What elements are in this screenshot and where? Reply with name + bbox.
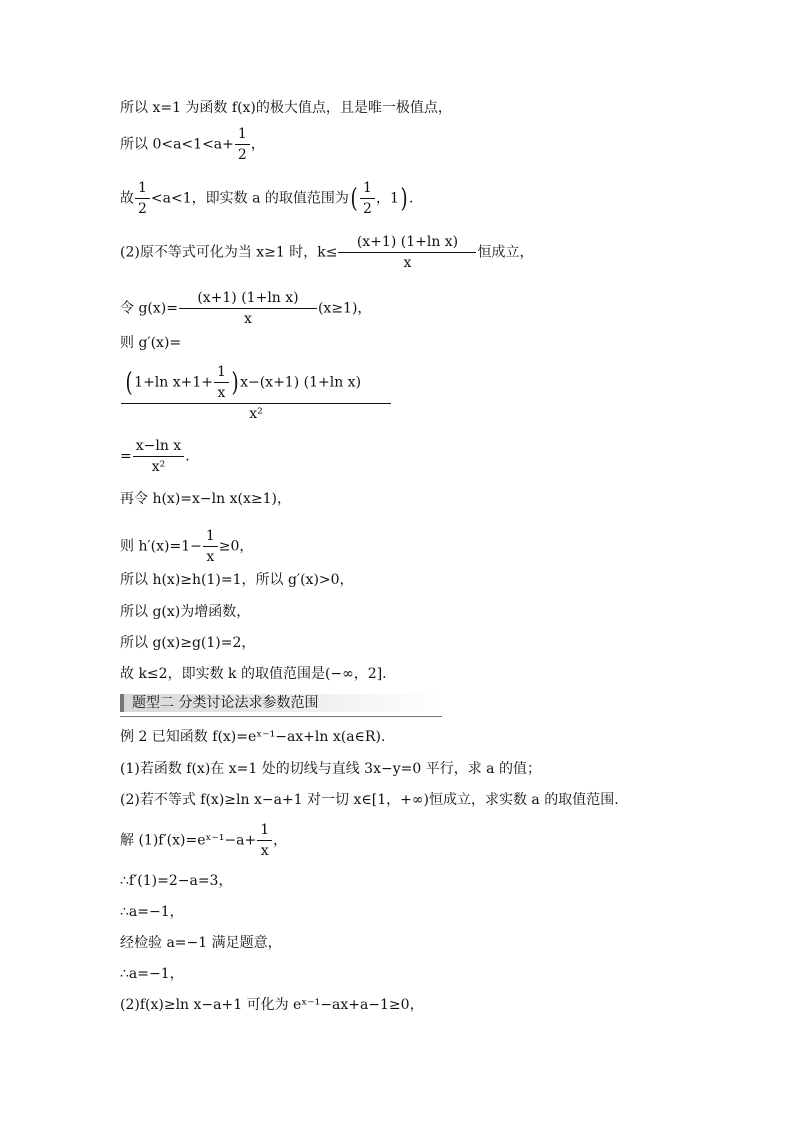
frac-num: 1	[360, 180, 375, 199]
line-10-end: ≥0，	[218, 538, 254, 555]
text-line-13: 所以 g(x)≥g(1)=2，	[120, 635, 256, 651]
heading-marker	[120, 694, 124, 712]
left-paren: (	[350, 183, 358, 214]
text-line-9: 再令 h(x)=x−ln x(x≥1)，	[120, 491, 291, 507]
fraction-one-over-x	[214, 364, 229, 401]
right-paren: )	[231, 367, 239, 398]
line-10-start: 则 h′(x)=1−	[120, 538, 202, 555]
line-2-end: ，	[250, 136, 265, 153]
frac-den: x	[260, 843, 269, 859]
text-line-7	[120, 364, 392, 422]
text-line-4	[120, 234, 533, 271]
text-line-6: 则 g′(x)=	[120, 335, 182, 351]
frac-den: x²	[151, 459, 166, 475]
text-line-14: 故 k≤2，即实数 k 的取值范围是(−∞，2].	[120, 666, 387, 682]
line-5-end: (x≥1)，	[317, 300, 372, 317]
frac-num: (x+1) (1+ln x)	[179, 290, 317, 309]
fraction-g-def	[179, 290, 317, 327]
fraction-one-half	[360, 180, 375, 217]
frac-den: x	[244, 311, 252, 327]
derivative-num-a: 1+ln x+1+	[134, 374, 214, 391]
line-2-text: 所以 0<a<1<a+	[120, 136, 234, 153]
frac-num: x−ln x	[133, 438, 184, 457]
fraction-one-over-x	[203, 528, 218, 565]
section-heading	[120, 694, 442, 717]
line-18-start: 解 (1)f′(x)=eˣ⁻¹−a+	[120, 832, 257, 849]
line-3-start: 故	[120, 190, 134, 207]
text-line-22: ∴a=−1，	[120, 966, 184, 982]
line-4-start: (2)原不等式可化为当 x≥1 时，k≤	[120, 244, 338, 261]
text-line-17: (2)若不等式 f(x)≥ln x−a+1 对一切 x∈[1，+∞)恒成立，求实数 a 的取值范围.	[120, 792, 619, 808]
line-5-start: 令 g(x)=	[120, 300, 178, 317]
frac-den: x	[403, 255, 412, 271]
frac-den: x²	[249, 406, 263, 422]
text-line-10	[120, 528, 253, 565]
fraction-k-bound	[338, 234, 476, 271]
fraction-derivative	[121, 364, 391, 422]
text-line-15: 例 2 已知函数 f(x)=eˣ⁻¹−ax+ln x(a∈R).	[120, 729, 386, 745]
text-line-19: ∴f′(1)=2−a=3，	[120, 873, 233, 889]
fraction-one-half	[135, 180, 150, 217]
fraction-one-over-x	[257, 822, 272, 859]
text-line-3	[120, 180, 414, 217]
text-line-8	[120, 438, 190, 475]
frac-num: 1	[235, 126, 250, 145]
frac-den: 2	[138, 201, 147, 217]
frac-den: x	[206, 549, 215, 565]
text-line-1: 所以 x=1 为函数 f(x)的极大值点，且是唯一极值点，	[120, 100, 452, 116]
frac-num: 1	[135, 180, 150, 199]
text-line-21: 经检验 a=−1 满足题意，	[120, 935, 282, 951]
line-18-end: ，	[273, 832, 288, 849]
frac-num	[121, 364, 391, 404]
text-line-20: ∴a=−1，	[120, 904, 184, 920]
frac-den: x	[217, 385, 226, 401]
left-paren: (	[125, 367, 133, 398]
derivative-num-b: x−(x+1) (1+ln x)	[240, 374, 362, 391]
frac-num: (x+1) (1+ln x)	[338, 234, 476, 253]
right-paren: )	[400, 183, 408, 214]
line-8-start: =	[120, 448, 132, 465]
line-4-end: 恒成立，	[477, 244, 534, 261]
line-8-end: .	[185, 448, 190, 465]
frac-num: 1	[203, 528, 218, 547]
frac-den: 2	[237, 147, 247, 163]
fraction-simplified	[133, 438, 184, 475]
text-line-18	[120, 822, 287, 859]
text-line-16: (1)若函数 f(x)在 x=1 处的切线与直线 3x−y=0 平行，求 a 的值；	[120, 761, 541, 777]
frac-num: 1	[257, 822, 272, 841]
frac-num: 1	[214, 364, 229, 383]
text-line-11: 所以 h(x)≥h(1)=1，所以 g′(x)>0，	[120, 572, 354, 588]
line-3-end: .	[409, 190, 414, 207]
line-3-mid: <a<1，即实数 a 的取值范围为	[150, 190, 349, 207]
text-line-5	[120, 290, 371, 327]
text-line-23: (2)f(x)≥ln x−a+1 可化为 eˣ⁻¹−ax+a−1≥0，	[120, 997, 424, 1013]
fraction-one-half	[235, 126, 250, 163]
heading-label: 题型二 分类讨论法求参数范围	[132, 695, 319, 711]
text-line-2	[120, 126, 265, 163]
frac-den: 2	[363, 201, 372, 217]
interval-upper: ，1	[375, 190, 399, 207]
text-line-12: 所以 g(x)为增函数，	[120, 604, 251, 620]
